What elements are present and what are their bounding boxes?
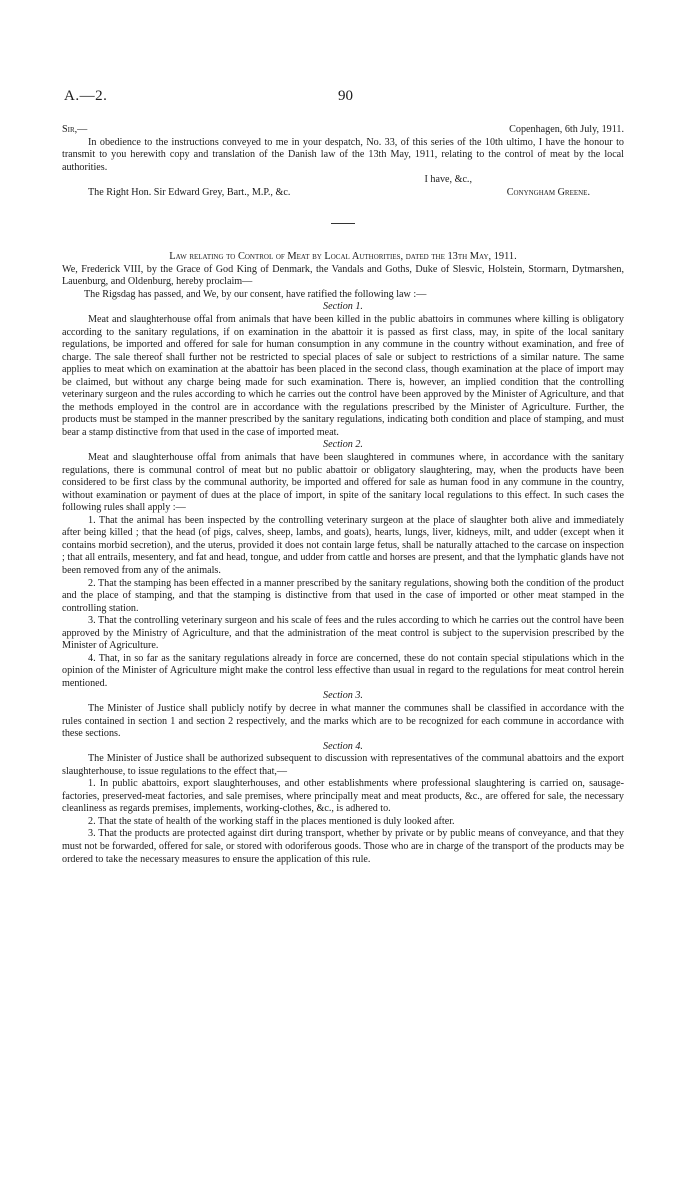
page-number: 90	[338, 88, 353, 104]
section-heading: Section 4.	[323, 740, 363, 752]
parliamentary-paper-reference: A.—2.	[64, 88, 108, 104]
law-title: Law relating to Control of Meat by Local Authorities, dated the 13th May, 1911.	[169, 251, 517, 263]
section-paragraph: Meat and slaughterhouse offal from animals that have been killed in the public abattoirs in communes where killing is obligatory according to the sanitary regulations, if on examination in the abattoir it is passed as first class, may, in spite of the local sanitary regulations, be imported and offered for sale for human consumption in any commune in the country without examination, and free of charge. The sale thereof shall further not be restricted to special places of sale or subject to restrictions of a similar nature. The same applies to meat which on examination at the abattoir has been placed in the second class, though examination at the place of import may be claimed, but without any charge being made for such examination. There is, however, an implied condition that the controlling veterinary surgeon and the rules according to which he carries out the control have been approved by the Minister of Agriculture, and that the methods employed in the control are in accordance with the regulations prescribed by the Minister of Agriculture. Further, the products must be stamped in the manner prescribed by the sanitary regulations, indicating both condition and place of stamping, and must bear a stamp distinctive from that used in the case of imported meat.	[62, 314, 624, 438]
law-enactment: The Rigsdag has passed, and We, by our consent, have ratified the following law :—	[84, 288, 427, 300]
section-list-item: 3. That the products are protected against dirt during transport, whether by private or by public means of conveyance, and that they must not be forwarded, offered for sale, or stored with odoriferous goods. Those who are in charge of the transport of the products may be ordered to take the necessary measures to ensure the application of this rule.	[62, 828, 624, 865]
letter-heading-row	[62, 124, 624, 137]
page-content	[62, 124, 624, 866]
section-heading: Section 3.	[323, 690, 363, 702]
letter-closing: I have, &c.,	[424, 174, 472, 186]
section-heading: Section 2.	[323, 439, 363, 451]
letter-signature-row	[62, 187, 624, 200]
letter-place-date: Copenhagen, 6th July, 1911.	[509, 124, 624, 135]
letter-salutation: Sir,—	[62, 124, 88, 135]
section-list-item: 1. In public abattoirs, export slaughterhouses, and other establishments where professional slaughtering is carried on, sausage-factories, preserved-meat factories, and sale premises, where principally meat and meat products, &c., are offered for sale, the necessary cleanliness as regards premises, implements, working-clothes, &c., is adhered to.	[62, 778, 624, 815]
section-list-item: 3. That the controlling veterinary surgeon and his scale of fees and the rules according to which he carries out the control have been approved by the Ministry of Agriculture, and that the administration of the meat control is subject to the supervision prescribed by the Minister of Agriculture.	[62, 615, 624, 652]
section-paragraph: The Minister of Justice shall be authorized subsequent to discussion with representatives of the communal abattoirs and the export slaughterhouse, to issue regulations to the effect that,—	[62, 753, 624, 777]
section-paragraph: Meat and slaughterhouse offal from animals that have been slaughtered in communes where, in accordance with the sanitary regulations, there is communal control of meat but no public abattoir or obligatory slaughtering, may, when the products have been considered to be first class by the communal authority, be imported and offered for sale as human food in any commune in the country, without examination or payment of dues at the place of import, in spite of the sanitary local regulations to this effect. In such cases the following rules shall apply :—	[62, 452, 624, 514]
section-list-item: 2. That the stamping has been effected in a manner prescribed by the sanitary regulations, showing both the condition of the product and the place of stamping, and that the stamping is distinctive from that used in the case of imported or other meat stamped in the controlling station.	[62, 577, 624, 614]
section-list-item: 1. That the animal has been inspected by the controlling veterinary surgeon at the place of slaughter both alive and immediately after being killed ; that the head (of pigs, calves, sheep, lambs, and goats), hearts, lungs, liver, kidneys, milt, and udder (except when it contains morbid secretion), and the uterus, provided it does not contain large fetus, shall be naturally attached to the carcase on inspection ; that all entrails, mesentery, and fat and head, tongue, and udder from cattle and horses are present, and that the lymphatic glands have not been removed from any of the animals.	[62, 514, 624, 576]
letter-body: In obedience to the instructions conveyed to me in your despatch, No. 33, of this series of the 10th ultimo, I have the honour to transmit to you herewith copy and translation of the Danish law of the 13th May, 1911, relating to the control of meat by the local authorities.	[62, 136, 624, 173]
section-heading: Section 1.	[323, 301, 363, 313]
section-paragraph: The Minister of Justice shall publicly notify by decree in what manner the communes shall be classified in accordance with the rules contained in section 1 and section 2 respectively, and the marks which are to be recognized for each commune in accordance with these sections.	[62, 702, 624, 740]
letter-addressee: The Right Hon. Sir Edward Grey, Bart., M.P., &c.	[88, 186, 291, 198]
law-preamble: We, Frederick VIII, by the Grace of God King of Denmark, the Vandals and Goths, Duke of Slesvic, Holstein, Stormarn, Dytmarshen, Lauenburg, and Oldenburg, hereby proclaim—	[62, 263, 624, 288]
section-list-item: 4. That, in so far as the sanitary regulations already in force are concerned, these do not contain special stipulations which in the opinion of the Minister of Agriculture might make the control less effective than usual in regard to the regulations for meat control herein mentioned.	[62, 652, 624, 689]
section-list-item: 2. That the state of health of the working staff in the places mentioned is duly looked after.	[88, 815, 455, 827]
section-divider	[331, 223, 355, 224]
letter-signature: Conyngham Greene.	[506, 186, 590, 198]
